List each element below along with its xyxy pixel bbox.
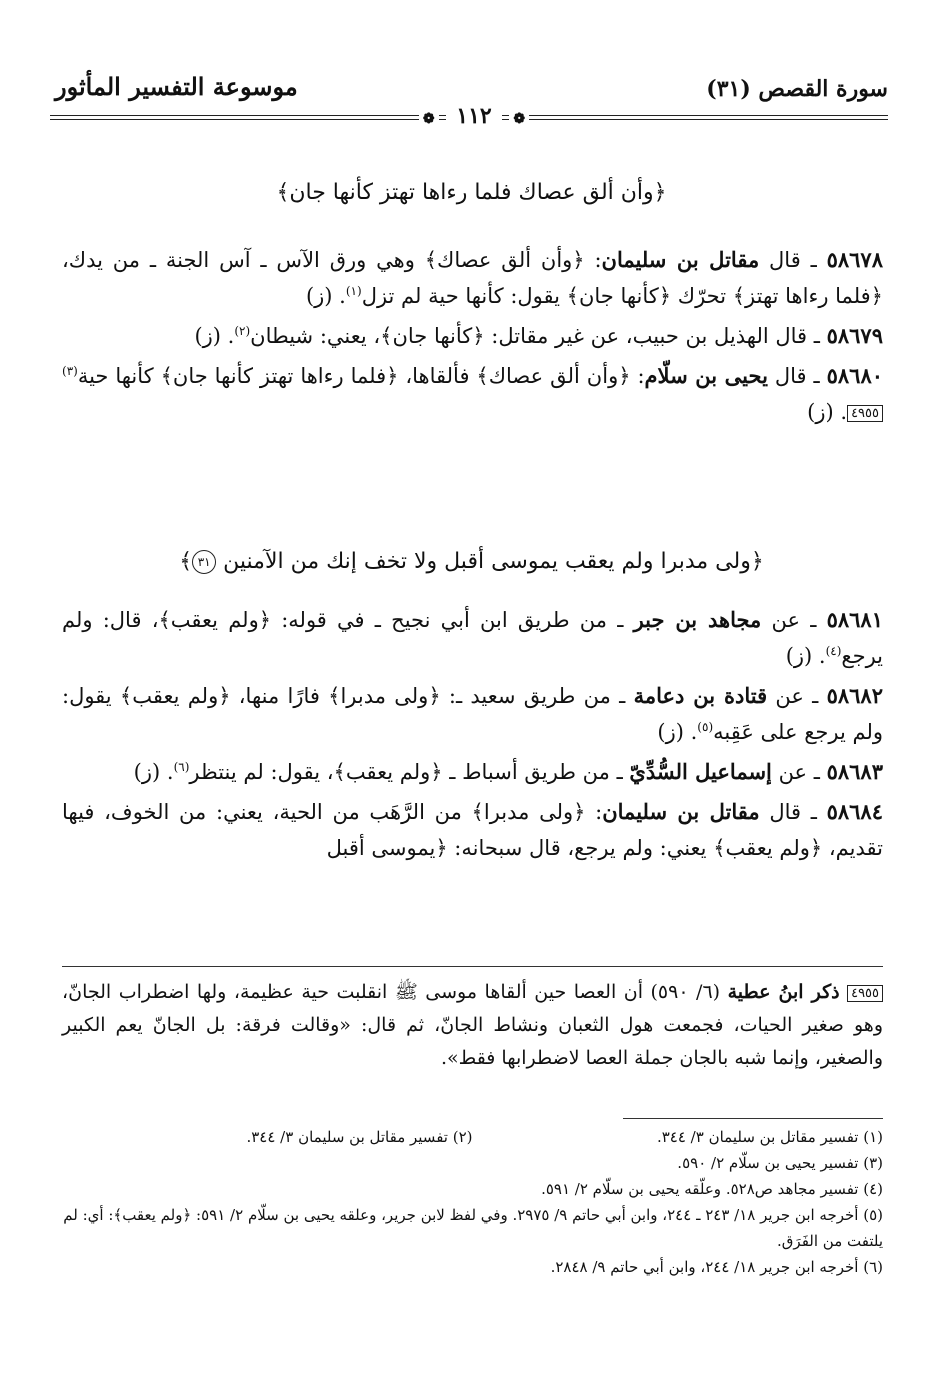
footnote-ref: (٢)	[234, 324, 251, 338]
commentary-block	[62, 976, 883, 1075]
page-number: ١١٢	[446, 103, 501, 129]
entry-text: : ﴿ولى مدبرا﴾ من الرَّهَب من الحية، يعني: من الخوف، فيها تقديم، ﴿ولم يعقب﴾ يعني: ولم يرجع، قال سبحانه: ﴿يموسى أقبل	[62, 800, 883, 860]
entry-text: ـ قال	[759, 248, 827, 272]
narration-entry	[62, 242, 883, 314]
footnote-ref: (٣)	[62, 364, 78, 378]
entry-number: ٥٨٦٨٣	[826, 759, 883, 784]
cross-reference-box: ٤٩٥٥	[847, 405, 883, 422]
entry-text: ـ عن	[767, 684, 827, 708]
entry-text: : ﴿وأن ألق عصاك﴾ فألقاها، ﴿فلما رءاها تهتز كأنها جان﴾ كأنها حية	[77, 364, 645, 388]
entry-text: ـ قال الهذيل بن حبيب، عن غير مقاتل: ﴿كأنها جان﴾، يعني: شيطان	[250, 324, 827, 348]
entry-number: ٥٨٦٨٢	[826, 683, 883, 708]
footnote-row	[62, 1124, 883, 1150]
narration-entry	[62, 358, 883, 430]
narration-entry	[62, 602, 883, 674]
header-series-title: موسوعة التفسير المأثور	[55, 72, 298, 101]
narration-entry	[62, 318, 883, 354]
entry-number: ٥٨٦٨٠	[826, 363, 884, 388]
ornament-icon: ❁	[419, 111, 439, 127]
footnote-rule	[623, 1118, 883, 1119]
narrator-name: مقاتل بن سليمان	[602, 799, 760, 824]
narration-entry	[62, 754, 883, 790]
verse-heading-2	[50, 542, 893, 582]
narrator-name: مقاتل بن سليمان	[601, 247, 760, 272]
footnote-ref: (٦)	[173, 760, 190, 774]
entry-text: ـ قال	[759, 800, 827, 824]
entry-text: ـ من طريق سعيد ـ: ﴿ولى مدبرا﴾ فارًا منها، ﴿ولم يعقب﴾ يقول: ولم يرجع على عَقِبه	[62, 684, 883, 744]
entry-tail: . (ز)	[657, 720, 698, 744]
footnote-item: (٦) أخرجه ابن جرير ١٨/ ٢٤٤، وابن أبي حاتم ٩/ ٢٨٤٨.	[550, 1258, 883, 1276]
verse-heading-1	[50, 173, 893, 213]
entry-text: ـ من طريق أسباط ـ ﴿ولم يعقب﴾، يقول: لم ينتظر	[189, 760, 630, 784]
entry-text: : ﴿وأن ألق عصاك﴾ وهي ورق الآس ـ آس الجنة ـ من يدك، ﴿فلما رءاها تهتز﴾ تحرّك ﴿كأنها جان﴾ يقول: كأنها حية لم تزل	[62, 248, 883, 308]
footnote-item: (٤) تفسير مجاهد ص٥٢٨. وعلّقه يحيى بن سلّام ٢/ ٥٩١.	[541, 1180, 883, 1198]
entry-text: ـ قال	[767, 364, 827, 388]
footnote-ref: (٤)	[825, 644, 842, 658]
entry-tail: . (ز)	[807, 400, 848, 424]
narrator-name: يحيى بن سلّام	[644, 363, 768, 388]
commentary-number-box: ٤٩٥٥	[847, 985, 883, 1002]
footnote-item: (١) تفسير مقاتل بن سليمان ٣/ ٣٤٤.	[656, 1128, 883, 1146]
verse-text: ﴿وأن ألق عصاك فلما رءاها تهتز كأنها جان﴾	[276, 180, 667, 205]
entry-number: ٥٨٦٧٩	[826, 323, 883, 348]
footnote-ref: (١)	[345, 284, 362, 298]
entry-text: ـ عن	[771, 760, 827, 784]
commentary-author: ذكر ابنُ عطية	[727, 981, 840, 1003]
commentary-separator	[62, 966, 883, 967]
narration-entry	[62, 678, 883, 750]
commentary-text: أن العصا حين ألقاها موسى ﷺ انقلبت حية عظيمة، ولها اضطراب الجانّ، وهو صغير الحيات، فجمعت هول الثعبان ونشاط الجانّ، ثم قال: «وقالت فرقة: بل الجانّ يعم الكبير والصغير، وإنما شبه بالجان جملة العصا لاضطرابها فقط».	[62, 981, 883, 1069]
entries-block-1	[62, 242, 883, 434]
page-number-block	[0, 103, 948, 129]
footnote-ref: (٥)	[697, 720, 714, 734]
entry-tail: . (ز)	[194, 324, 235, 348]
entry-text: ـ من طريق ابن أبي نجيح ـ في قوله: ﴿ولم يعقب﴾، قال: ولم يرجع	[62, 608, 883, 668]
narrator-name: قتادة بن دعامة	[633, 683, 768, 708]
narrator-name: مجاهد بن جبر	[633, 607, 762, 632]
narration-entry	[62, 794, 883, 866]
verse-close-bracket: ﴾	[179, 549, 193, 574]
footnote-item: (٥) أخرجه ابن جرير ١٨/ ٢٤٣ ـ ٢٤٤، وابن أبي حاتم ٩/ ٢٩٧٥. وفي لفظ لابن جرير، وعلقه يحيى بن سلّام ٢/ ٥٩١: ﴿ولم يعقب﴾: أي: لم يلتفت من الفَرَق.	[63, 1206, 883, 1250]
narrator-name: إسماعيل السُّدِّيّ	[629, 759, 772, 784]
entry-number: ٥٨٦٨١	[826, 607, 883, 632]
entry-tail: . (ز)	[785, 644, 826, 668]
entry-number: ٥٨٦٧٨	[826, 247, 883, 272]
entry-tail: . (ز)	[133, 760, 174, 784]
entry-tail: . (ز)	[305, 284, 346, 308]
verse-text: ﴿ولى مدبرا ولم يعقب يموسى أقبل ولا تخف إنك من الآمنين	[223, 549, 764, 574]
footnote-item: (٣) تفسير يحيى بن سلّام ٢/ ٥٩٠.	[677, 1154, 883, 1172]
entry-text: ـ عن	[761, 608, 827, 632]
entries-block-2	[62, 602, 883, 870]
footnotes	[62, 1124, 883, 1280]
header-surah-title: سورة القصص (٣١)	[706, 76, 888, 102]
ornament-icon: ❁	[509, 111, 529, 127]
footnote-item: (٢) تفسير مقاتل بن سليمان ٣/ ٣٤٤.	[246, 1128, 473, 1146]
commentary-reference: (٦/ ٥٩٠)	[642, 981, 728, 1003]
ayah-number-icon: ٣١	[192, 550, 216, 574]
entry-number: ٥٨٦٨٤	[826, 799, 883, 824]
